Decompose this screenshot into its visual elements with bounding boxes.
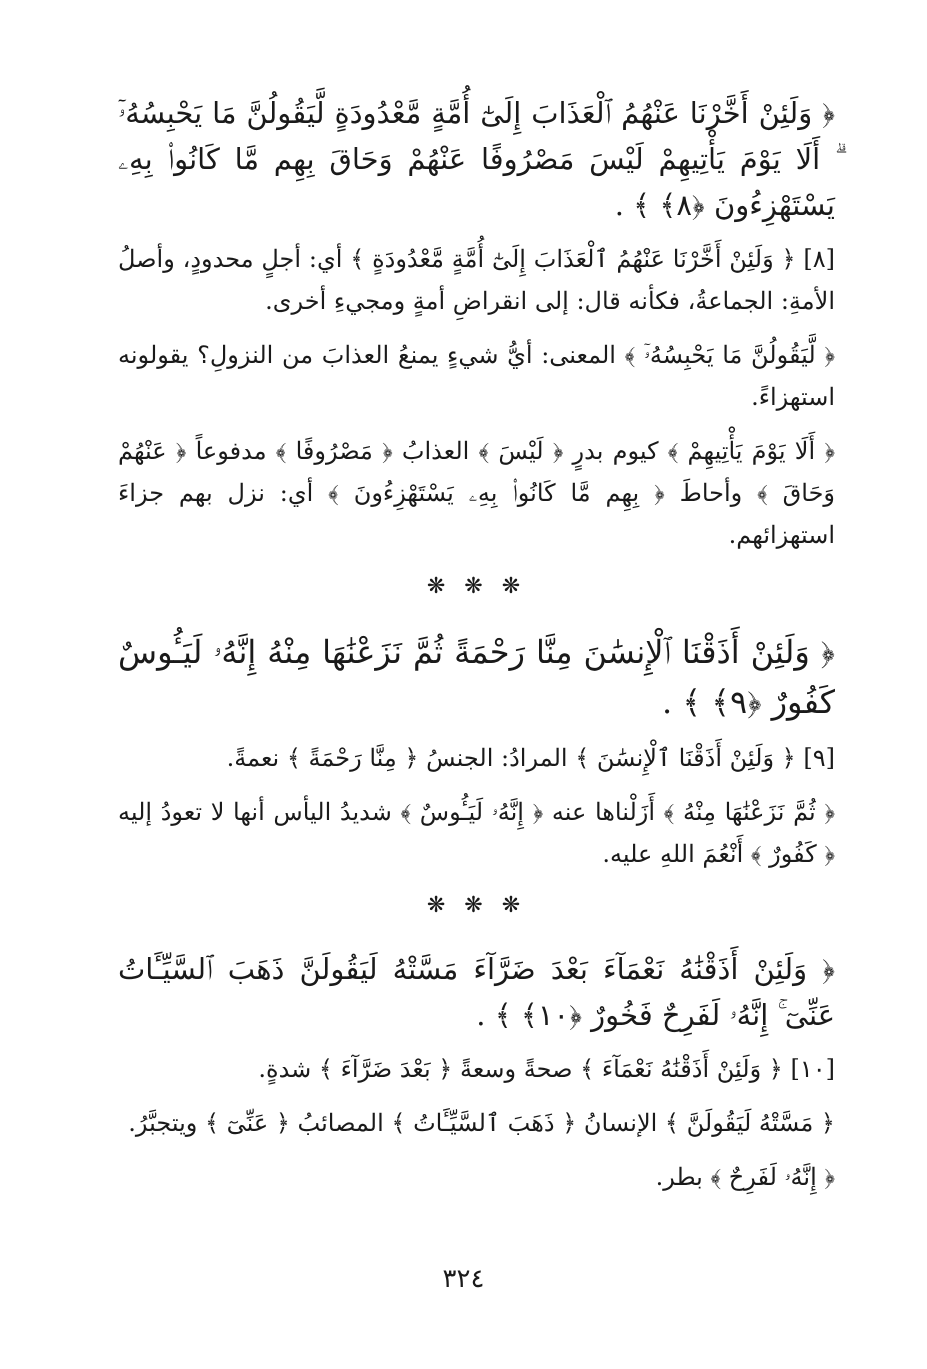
commentary-10-naama: [١٠] ﴿ وَلَئِنْ أَذَقْنَٰهُ نَعْمَآءَ ﴾ صحةً وسعةً ﴿ بَعْدَ ضَرَّآءَ ﴾ شدةٍ. bbox=[258, 1055, 835, 1083]
commentary-8-yahbisuhu: ﴿ لَّيَقُولُنَّ مَا يَحْبِسُهُۥٓ ﴾ المعنى: أيُّ شيءٍ يمنعُ العذابَ من النزولِ؟ يقولونه استهزاءً. bbox=[118, 341, 835, 411]
quran-verse-9: ﴿ وَلَئِنْ أَذَقْنَا ٱلْإِنسَٰنَ مِنَّا رَحْمَةً ثُمَّ نَزَعْنَٰهَا مِنْهُ إِنَّهُۥ لَيَـُٔوسٌ كَفُورٌ ﴿٩﴾ ﴾ . bbox=[118, 633, 835, 721]
commentary-9-nazanaha: ﴿ ثُمَّ نَزَعْنَٰهَا مِنْهُ ﴾ أَزَلْناها عنه ﴿ إِنَّهُۥ لَيَـُٔوسٌ ﴾ شديدُ اليأس أنها لا تعودُ إليه ﴿ كَفُورٌ ﴾ أَنْعُمَ اللهِ عليه. bbox=[118, 798, 835, 868]
commentary-10-lafarih: ﴿ إِنَّهُۥ لَفَرِحٌ ﴾ بطر. bbox=[655, 1163, 835, 1191]
section-separator: ❋ ❋ ❋ bbox=[426, 893, 527, 918]
commentary-9-insan: [٩] ﴿ وَلَئِنْ أَذَقْنَا ٱلْإِنسَٰنَ ﴾ المرادُ: الجنسُ ﴿ مِنَّا رَحْمَةً ﴾ نعمةً. bbox=[226, 744, 835, 772]
commentary-8-yawm: ﴿ أَلَا يَوْمَ يَأْتِيهِمْ ﴾ كيوم بدرٍ ﴿ لَيْسَ ﴾ العذابُ ﴿ مَصْرُوفًا ﴾ مدفوعاً ﴿ عَنْهُمْ وَحَاقَ ﴾ وأحاطَ ﴿ بِهِم مَّا كَانُوا۟ بِهِۦ يَسْتَهْزِءُونَ ﴾ أي: نزل بهم جزاءَ استهزائهم. bbox=[118, 437, 835, 549]
quran-verse-10: ﴿ وَلَئِنْ أَذَقْنَٰهُ نَعْمَآءَ بَعْدَ ضَرَّآءَ مَسَّتْهُ لَيَقُولَنَّ ذَهَبَ ٱلسَّيِّـَٔاتُ عَنِّىٓ ۚ إِنَّهُۥ لَفَرِحٌ فَخُورٌ ﴿١٠﴾ ﴾ . bbox=[118, 952, 835, 1032]
section-separator: ❋ ❋ ❋ bbox=[426, 574, 527, 599]
quran-verse-8: ﴿ وَلَئِنْ أَخَّرْنَا عَنْهُمُ ٱلْعَذَابَ إِلَىٰٓ أُمَّةٍ مَّعْدُودَةٍ لَّيَقُولُنَّ مَا يَحْبِسُهُۥٓ ۗ أَلَا يَوْمَ يَأْتِيهِمْ لَيْسَ مَصْرُوفًا عَنْهُمْ وَحَاقَ بِهِم مَّا كَانُوا۟ بِهِۦ يَسْتَهْزِءُونَ ﴿٨﴾ ﴾ . bbox=[118, 96, 835, 222]
commentary-10-massathu: ﴿ مَسَّتْهُ لَيَقُولَنَّ ﴾ الإنسانُ ﴿ ذَهَبَ ٱلسَّيِّـَٔاتُ ﴾ المصائبُ ﴿ عَنِّىٓ ﴾ ويتجبَّرُ. bbox=[128, 1109, 835, 1137]
commentary-8-definition: [٨] ﴿ وَلَئِنْ أَخَّرْنَا عَنْهُمُ ٱلْعَذَابَ إِلَىٰٓ أُمَّةٍ مَّعْدُودَةٍ ﴾ أي: أجلٍ محدودٍ، وأصلُ الأمةِ: الجماعةُ، فكأنه قال: إلى انقراضِ أمةٍ ومجيءِ أخرى. bbox=[118, 245, 836, 315]
page-body bbox=[118, 90, 835, 1210]
page-number: ٣٢٤ bbox=[442, 1264, 485, 1294]
